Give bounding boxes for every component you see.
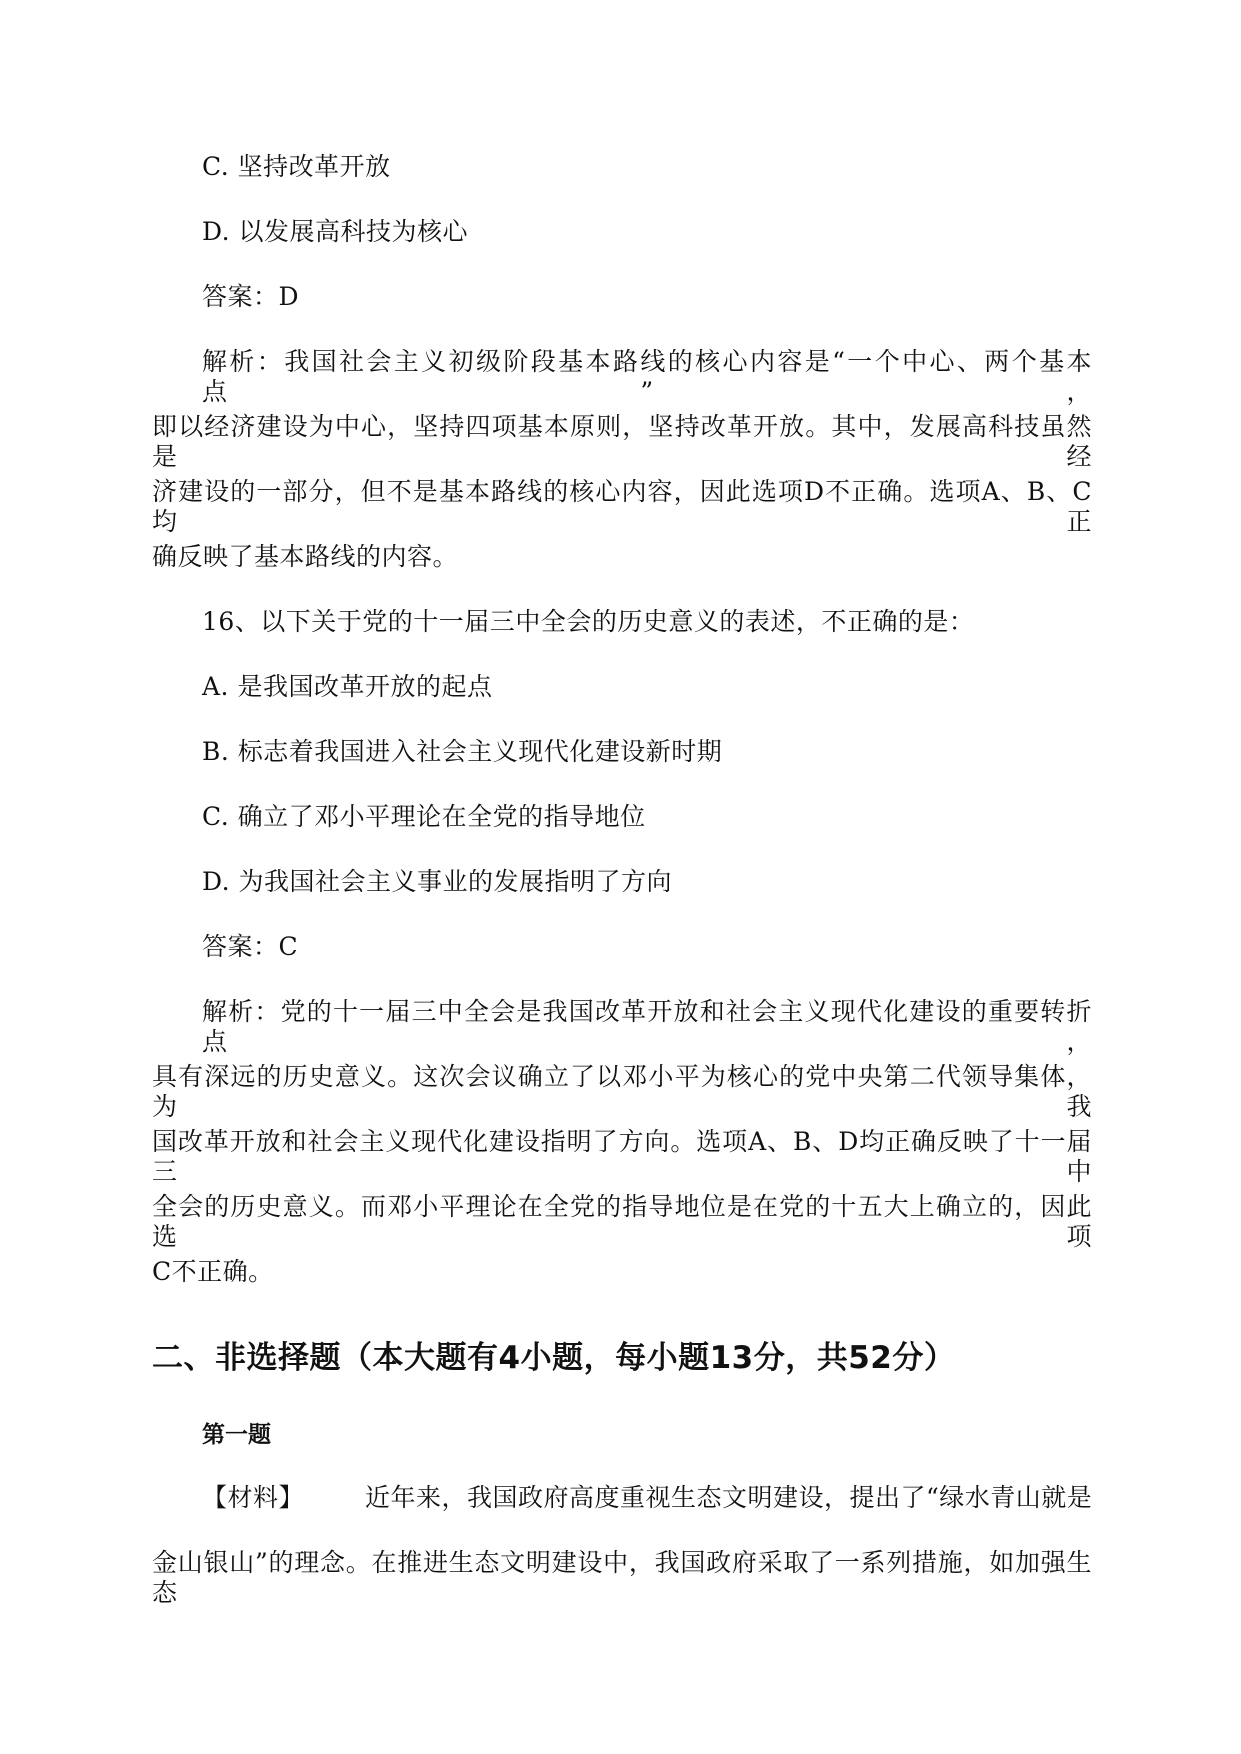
q16-option-c: C. 确立了邓小平理论在全党的指导地位 (202, 802, 646, 831)
material-text-1: 近年来，我国政府高度重视生态文明建设，提出了“绿水青山就是 (365, 1483, 1093, 1512)
q15-analysis-line-2: 即以经济建设为中心，坚持四项基本原则，坚持改革开放。其中，发展高科技虽然是经 (152, 412, 1092, 471)
q15-analysis-line-3: 济建设的一部分，但不是基本路线的核心内容，因此选项D不正确。选项A、B、C均正 (152, 477, 1092, 536)
material-tag: 【材料】 (202, 1483, 305, 1512)
q16-option-d: D. 为我国社会主义事业的发展指明了方向 (202, 867, 673, 896)
q15-answer: 答案：D (202, 282, 300, 311)
q16-analysis-line-3: 国改革开放和社会主义现代化建设指明了方向。选项A、B、D均正确反映了十一届三中 (152, 1127, 1092, 1186)
q15-analysis-line-4: 确反映了基本路线的内容。 (152, 542, 459, 571)
q15-option-d: D. 以发展高科技为核心 (202, 217, 469, 246)
q16-option-a: A. 是我国改革开放的起点 (202, 672, 493, 701)
section-heading: 二、非选择题（本大题有4小题，每小题13分，共52分） (152, 1340, 956, 1376)
q16-analysis-line-2: 具有深远的历史意义。这次会议确立了以邓小平为核心的党中央第二代领导集体，为我 (152, 1062, 1092, 1121)
q16-question: 16、以下关于党的十一届三中全会的历史意义的表述，不正确的是： (202, 607, 975, 636)
q15-analysis-line-1: 解析：我国社会主义初级阶段基本路线的核心内容是“一个中心、两个基本点”， (202, 347, 1092, 406)
q16-analysis-line-4: 全会的历史意义。而邓小平理论在全党的指导地位是在党的十五大上确立的，因此选项 (152, 1192, 1092, 1251)
q16-option-b: B. 标志着我国进入社会主义现代化建设新时期 (202, 737, 723, 766)
q16-analysis-line-5: C不正确。 (152, 1257, 274, 1286)
material-line-1 (202, 1483, 1092, 1513)
q16-analysis-line-1: 解析：党的十一届三中全会是我国改革开放和社会主义现代化建设的重要转折点， (202, 997, 1092, 1056)
q16-answer: 答案：C (202, 932, 299, 961)
q15-option-c: C. 坚持改革开放 (202, 152, 391, 181)
material-line-2: 金山银山”的理念。在推进生态文明建设中，我国政府采取了一系列措施，如加强生态 (152, 1548, 1092, 1607)
first-question-title: 第一题 (202, 1422, 271, 1448)
